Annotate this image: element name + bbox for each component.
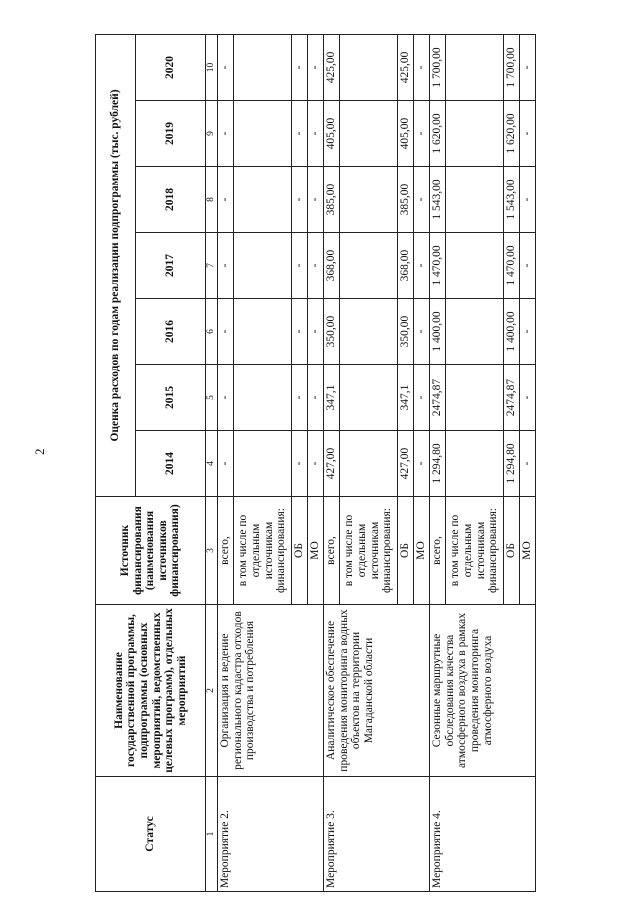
header-year: 2020	[136, 34, 206, 100]
amount-cell: 425,00	[398, 34, 414, 100]
amount-cell	[234, 34, 292, 100]
amount-cell: -	[308, 101, 324, 167]
amount-cell: -	[218, 299, 234, 365]
amount-cell: -	[218, 365, 234, 431]
amount-cell: -	[308, 233, 324, 299]
header-status: Статус	[96, 777, 206, 892]
measure-status: Мероприятие 4.	[430, 777, 536, 892]
amount-cell	[340, 233, 398, 299]
column-number: 6	[206, 299, 218, 365]
amount-cell: 425,00	[324, 34, 340, 100]
amount-cell	[234, 233, 292, 299]
measure-name: Сезонные маршрутные обследования качества атмосферного воздуха в рамках проведения мониторинга атмосферного воздуха	[430, 605, 536, 777]
funding-source: МО	[308, 497, 324, 605]
amount-cell: 1 620,00	[430, 101, 446, 167]
header-estimate: Оценка расходов по годам реализации подпрограммы (тыс. рублей)	[96, 34, 136, 496]
funding-source: ОБ	[398, 497, 414, 605]
amount-cell	[446, 101, 504, 167]
amount-cell	[340, 365, 398, 431]
amount-cell	[340, 101, 398, 167]
amount-cell: -	[520, 167, 536, 233]
amount-cell	[234, 365, 292, 431]
header-year: 2019	[136, 101, 206, 167]
amount-cell: 1 294,80	[504, 431, 520, 497]
amount-cell: -	[520, 365, 536, 431]
column-number: 9	[206, 101, 218, 167]
column-number: 1	[206, 777, 218, 892]
amount-cell: -	[292, 299, 308, 365]
amount-cell: -	[218, 34, 234, 100]
amount-cell: -	[520, 431, 536, 497]
funding-source: всего,	[430, 497, 446, 605]
funding-source: в том числе по отдельным источникам финансирования:	[234, 497, 292, 605]
amount-cell: -	[218, 233, 234, 299]
amount-cell	[446, 299, 504, 365]
amount-cell	[340, 431, 398, 497]
measure-status: Мероприятие 2.	[218, 777, 324, 892]
amount-cell: 1 294,80	[430, 431, 446, 497]
header-name: Наименование государственной программы, подпрограммы (основных мероприятий, ведомственных целевых программ), отдельных мероприятий	[96, 605, 206, 777]
amount-cell: -	[520, 34, 536, 100]
amount-cell: -	[520, 299, 536, 365]
amount-cell: 2474,87	[430, 365, 446, 431]
amount-cell: 347,1	[324, 365, 340, 431]
amount-cell	[340, 34, 398, 100]
amount-cell: 1 543,00	[504, 167, 520, 233]
amount-cell: 1 470,00	[504, 233, 520, 299]
amount-cell: 1 700,00	[430, 34, 446, 100]
column-number: 3	[206, 497, 218, 605]
amount-cell: 405,00	[398, 101, 414, 167]
measure-status: Мероприятие 3.	[324, 777, 430, 892]
amount-cell: 385,00	[324, 167, 340, 233]
amount-cell: 1 400,00	[504, 299, 520, 365]
amount-cell: 1 700,00	[504, 34, 520, 100]
amount-cell: -	[414, 365, 430, 431]
amount-cell: 350,00	[324, 299, 340, 365]
header-year: 2015	[136, 365, 206, 431]
table-row	[218, 34, 234, 891]
column-number: 8	[206, 167, 218, 233]
amount-cell: -	[292, 101, 308, 167]
measure-name: Аналитическое обеспечение проведения мониторинга водных объектов на территории Магаданской области	[324, 605, 430, 777]
amount-cell	[446, 167, 504, 233]
amount-cell: -	[414, 233, 430, 299]
header-year: 2018	[136, 167, 206, 233]
amount-cell: 1 400,00	[430, 299, 446, 365]
amount-cell: -	[308, 299, 324, 365]
amount-cell: -	[308, 34, 324, 100]
funding-source: в том числе по отдельным источникам финансирования:	[340, 497, 398, 605]
amount-cell: -	[218, 101, 234, 167]
budget-table	[95, 34, 536, 892]
funding-source: всего,	[324, 497, 340, 605]
amount-cell: 347,1	[398, 365, 414, 431]
amount-cell: 427,00	[398, 431, 414, 497]
amount-cell	[446, 365, 504, 431]
funding-source: ОБ	[292, 497, 308, 605]
header-source: Источник финансирования (наименования источников финансирования)	[96, 497, 206, 605]
amount-cell: 368,00	[398, 233, 414, 299]
amount-cell: -	[292, 431, 308, 497]
funding-source: МО	[414, 497, 430, 605]
amount-cell: -	[414, 167, 430, 233]
amount-cell	[446, 431, 504, 497]
amount-cell: -	[308, 431, 324, 497]
table-body	[218, 34, 536, 891]
amount-cell: -	[292, 365, 308, 431]
column-number: 4	[206, 431, 218, 497]
amount-cell: 405,00	[324, 101, 340, 167]
amount-cell	[234, 431, 292, 497]
header-year: 2017	[136, 233, 206, 299]
amount-cell: -	[308, 365, 324, 431]
amount-cell: -	[308, 167, 324, 233]
amount-cell: -	[218, 167, 234, 233]
amount-cell	[234, 299, 292, 365]
amount-cell: 368,00	[324, 233, 340, 299]
header-year: 2014	[136, 431, 206, 497]
amount-cell: 1 470,00	[430, 233, 446, 299]
amount-cell	[234, 167, 292, 233]
amount-cell: -	[292, 34, 308, 100]
funding-source: в том числе по отдельным источникам финансирования:	[446, 497, 504, 605]
budget-table-wrapper	[95, 35, 533, 892]
amount-cell: 1 543,00	[430, 167, 446, 233]
amount-cell: -	[218, 431, 234, 497]
column-number: 2	[206, 605, 218, 777]
amount-cell: -	[520, 101, 536, 167]
amount-cell: -	[414, 34, 430, 100]
amount-cell	[446, 233, 504, 299]
column-number: 10	[206, 34, 218, 100]
amount-cell: 1 620,00	[504, 101, 520, 167]
funding-source: МО	[520, 497, 536, 605]
amount-cell: -	[414, 299, 430, 365]
amount-cell: -	[520, 233, 536, 299]
page-number: 2	[32, 448, 47, 455]
amount-cell	[234, 101, 292, 167]
amount-cell: -	[414, 431, 430, 497]
funding-source: ОБ	[504, 497, 520, 605]
amount-cell: 427,00	[324, 431, 340, 497]
column-number: 7	[206, 233, 218, 299]
amount-cell	[340, 167, 398, 233]
amount-cell	[340, 299, 398, 365]
measure-name: Организация и ведение регионального кадастра отходов производства и потребления	[218, 605, 324, 777]
amount-cell	[446, 34, 504, 100]
amount-cell: 385,00	[398, 167, 414, 233]
column-number: 5	[206, 365, 218, 431]
funding-source: всего,	[218, 497, 234, 605]
amount-cell: 350,00	[398, 299, 414, 365]
table-row	[324, 34, 340, 891]
amount-cell: -	[414, 101, 430, 167]
amount-cell: 2474,87	[504, 365, 520, 431]
header-year: 2016	[136, 299, 206, 365]
amount-cell: -	[292, 167, 308, 233]
table-row	[430, 34, 446, 891]
amount-cell: -	[292, 233, 308, 299]
